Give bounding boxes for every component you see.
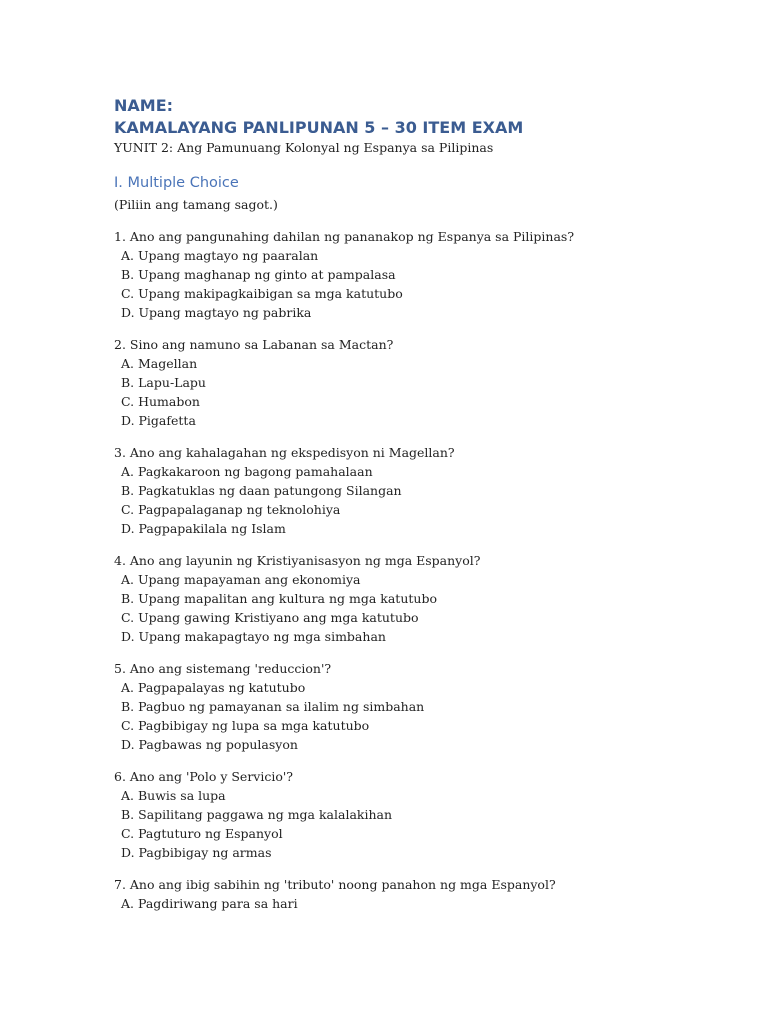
name-label: NAME: (114, 96, 174, 115)
question-6 (114, 767, 734, 862)
option-b: B. Upang mapalitan ang kultura ng mga katutubo (121, 591, 437, 606)
question-3 (114, 443, 734, 538)
question-2 (114, 335, 734, 430)
option-d: D. Pagbibigay ng armas (121, 845, 272, 860)
option-list (114, 354, 734, 430)
option-list (114, 246, 734, 322)
question-text: 5. Ano ang sistemang 'reduccion'? (114, 661, 332, 676)
exam-title: KAMALAYANG PANLIPUNAN 5 – 30 ITEM EXAM (114, 118, 524, 137)
option-b: B. Sapilitang paggawa ng mga kalalakihan (121, 807, 393, 822)
option-list (114, 894, 734, 913)
option-d: D. Upang magtayo ng pabrika (121, 305, 312, 320)
question-text: 6. Ano ang 'Polo y Servicio'? (114, 769, 294, 784)
option-a: A. Magellan (121, 356, 198, 371)
option-d: D. Pagbawas ng populasyon (121, 737, 298, 752)
option-c: C. Upang gawing Kristiyano ang mga katutubo (121, 610, 419, 625)
question-text: 1. Ano ang pangunahing dahilan ng pananakop ng Espanya sa Pilipinas? (114, 229, 575, 244)
question-text: 7. Ano ang ibig sabihin ng 'tributo' noong panahon ng mga Espanyol? (114, 877, 556, 892)
option-a: A. Upang magtayo ng paaralan (121, 248, 319, 263)
option-c: C. Pagpapalaganap ng teknolohiya (121, 502, 341, 517)
section-heading: I. Multiple Choice (114, 175, 239, 191)
option-list (114, 678, 734, 754)
option-a: A. Pagkakaroon ng bagong pamahalaan (121, 464, 373, 479)
option-a: A. Pagpapalayas ng katutubo (121, 680, 306, 695)
question-5 (114, 659, 734, 754)
option-c: C. Upang makipagkaibigan sa mga katutubo (121, 286, 403, 301)
option-list (114, 462, 734, 538)
option-d: D. Pigafetta (121, 413, 196, 428)
question-text: 2. Sino ang namuno sa Labanan sa Mactan? (114, 337, 394, 352)
option-b: B. Upang maghanap ng ginto at pampalasa (121, 267, 396, 282)
question-1 (114, 227, 734, 322)
unit-subtitle: YUNIT 2: Ang Pamunuang Kolonyal ng Espanya sa Pilipinas (114, 140, 494, 155)
option-a: A. Upang mapayaman ang ekonomiya (121, 572, 361, 587)
option-d: D. Upang makapagtayo ng mga simbahan (121, 629, 386, 644)
option-c: C. Pagbibigay ng lupa sa mga katutubo (121, 718, 370, 733)
option-b: B. Lapu-Lapu (121, 375, 206, 390)
option-b: B. Pagkatuklas ng daan patungong Silangan (121, 483, 402, 498)
question-7 (114, 875, 734, 913)
question-text: 4. Ano ang layunin ng Kristiyanisasyon ng mga Espanyol? (114, 553, 481, 568)
option-c: C. Humabon (121, 394, 200, 409)
option-c: C. Pagtuturo ng Espanyol (121, 826, 283, 841)
option-b: B. Pagbuo ng pamayanan sa ilalim ng simbahan (121, 699, 425, 714)
option-a: A. Buwis sa lupa (121, 788, 226, 803)
question-4 (114, 551, 734, 646)
option-d: D. Pagpapakilala ng Islam (121, 521, 286, 536)
option-list (114, 786, 734, 862)
option-list (114, 570, 734, 646)
section-instruction: (Piliin ang tamang sagot.) (114, 197, 278, 212)
option-a: A. Pagdiriwang para sa hari (121, 896, 298, 911)
question-list (114, 227, 734, 913)
question-text: 3. Ano ang kahalagahan ng ekspedisyon ni Magellan? (114, 445, 455, 460)
exam-content (114, 95, 734, 913)
